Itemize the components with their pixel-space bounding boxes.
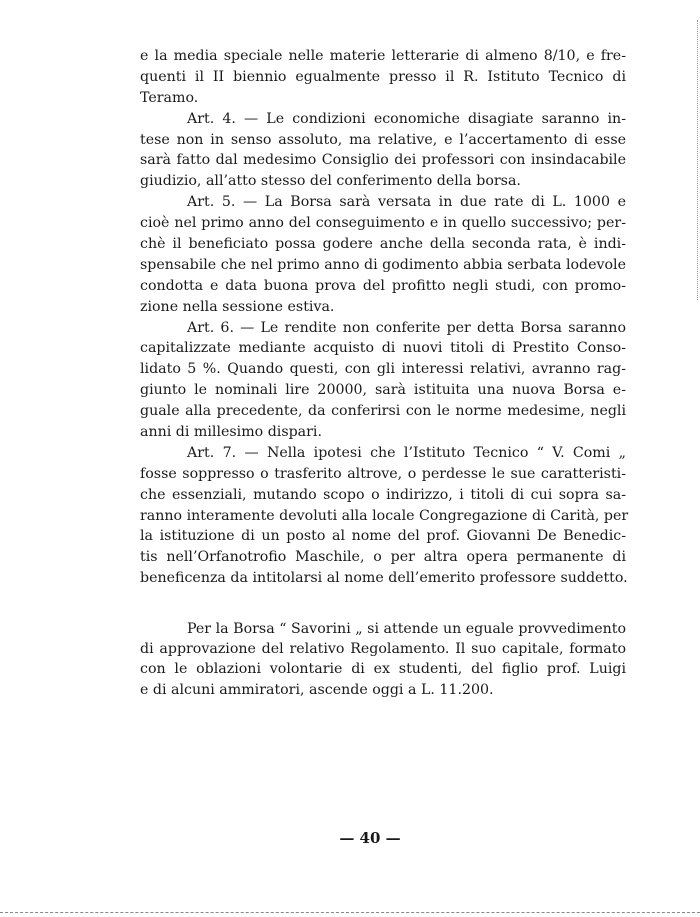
text-line: condotta e data buona prova del profitto negli studi, con promo- — [140, 277, 626, 294]
text-line: sarà fatto dal medesimo Consiglio dei professori con insindacabile — [140, 152, 626, 169]
text-line: la istituzione di un posto al nome del prof. Giovanni De Benedic- — [140, 528, 626, 545]
text-line: fosse soppresso o trasferito altrove, o perdesse le sue caratteristi- — [140, 465, 626, 482]
text-line: giudizio, all’atto stesso del conferimento della borsa. — [140, 173, 521, 190]
text-line: Art. 7. — Nella ipotesi che l’Istituto Tecnico “ V. Comi „ — [187, 444, 626, 461]
text-line: giunto le nominali lire 20000, sarà istituita una nuova Borsa e- — [140, 382, 626, 399]
text-line: Art. 5. — La Borsa sarà versata in due rate di L. 1000 e — [187, 194, 626, 211]
articles-section — [140, 46, 629, 589]
text-line: Art. 4. — Le condizioni economiche disagiate saranno in- — [187, 110, 626, 127]
text-line: cioè nel primo anno del conseguimento e in quello successivo; per- — [140, 215, 626, 232]
text-line: Art. 6. — Le rendite non conferite per detta Borsa saranno — [187, 319, 626, 336]
text-line: anni di millesimo dispari. — [140, 424, 322, 441]
text-line: spensabile che nel primo anno di godimento abbia serbata lodevole — [140, 256, 626, 273]
text-line: tese non in senso assoluto, ma relative, e l’accertamento di esse — [140, 131, 626, 148]
scan-edge — [697, 20, 698, 300]
text-line: di approvazione del relativo Regolamento. Il suo capitale, formato — [140, 641, 626, 658]
text-line: lidato 5 %. Quando questi, con gli interessi relativi, avranno rag- — [140, 361, 626, 378]
text-line: Per la Borsa “ Savorini „ si attende un eguale provvedimento — [187, 621, 626, 637]
text-line: zione nella sessione estiva. — [140, 298, 335, 315]
text-line: che essenziali, mutando scopo o indirizzo, i titoli di cui sopra sa- — [140, 486, 626, 503]
text-line: e di alcuni ammiratori, ascende oggi a L. 11.200. — [140, 681, 494, 698]
savorini-paragraph — [140, 619, 626, 700]
page-number: — 40 — — [339, 829, 401, 847]
text-line: con le oblazioni volontarie di ex studenti, del figlio prof. Luigi — [140, 661, 626, 678]
text-line: capitalizzate mediante acquisto di nuovi titoli di Prestito Conso- — [140, 340, 626, 357]
text-line: chè il beneficiato possa godere anche della seconda rata, è indi- — [140, 236, 626, 253]
text-line: e la media speciale nelle materie letterarie di almeno 8/10, e fre- — [140, 48, 626, 64]
text-line: beneficenza da intitolarsi al nome dell’emerito professore suddetto. — [140, 570, 628, 587]
scan-bottom-edge — [0, 912, 700, 913]
text-line: ranno interamente devoluti alla locale Congregazione di Carità, per — [140, 507, 629, 524]
text-line: guale alla precedente, da conferirsi con le norme medesime, negli — [140, 403, 626, 420]
text-line: quenti il II biennio egualmente presso il R. Istituto Tecnico di — [140, 68, 626, 85]
text-line: Teramo. — [140, 89, 199, 106]
text-line: tis nell’Orfanotrofio Maschile, o per altra opera permanente di — [140, 549, 626, 566]
